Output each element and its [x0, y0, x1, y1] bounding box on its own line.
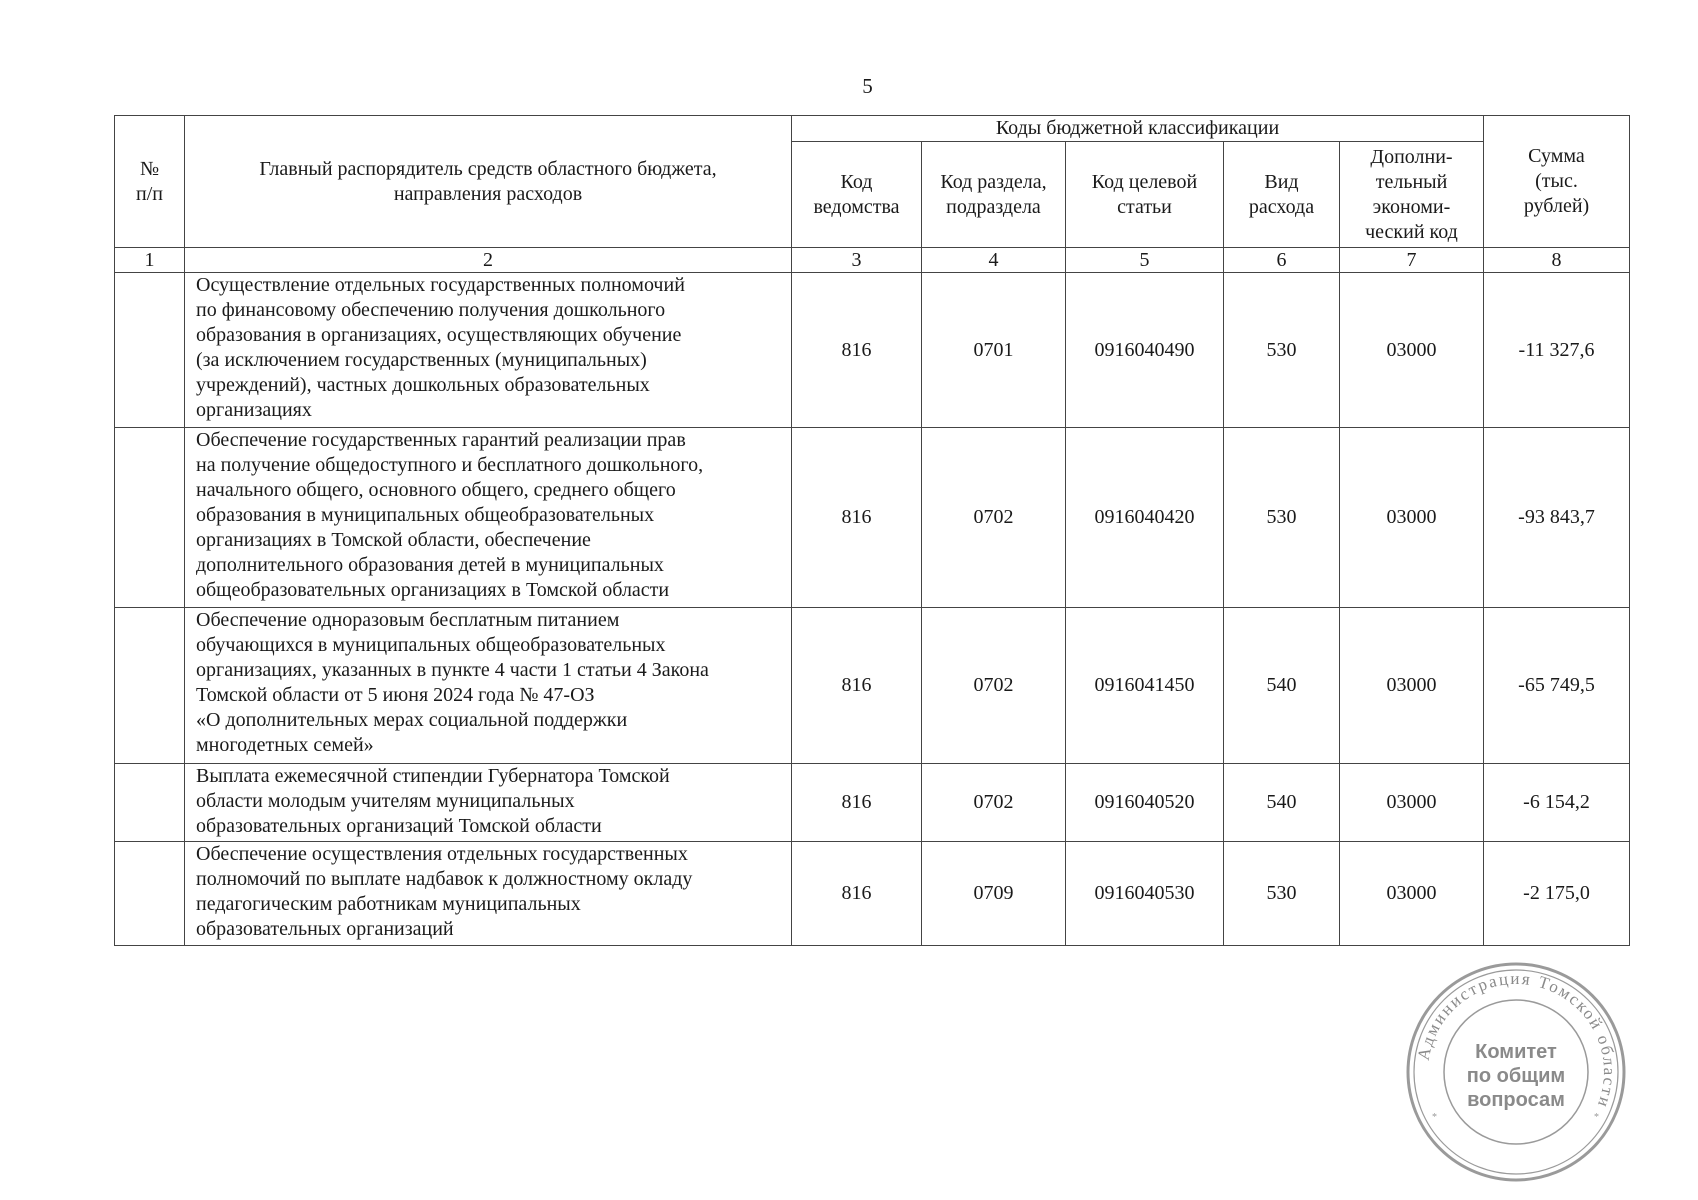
col-number: 2: [185, 248, 792, 273]
seal-star-right: *: [1594, 1112, 1599, 1123]
cell-sum: -93 843,7: [1484, 428, 1630, 608]
cell-expense-type: 540: [1224, 608, 1340, 764]
cell-expense-type: 540: [1224, 764, 1340, 842]
table-row: [115, 428, 1630, 608]
cell-section-code: 0701: [922, 273, 1066, 428]
col-number: 5: [1066, 248, 1224, 273]
header-description: Главный распорядитель средств областного бюджета, направления расходов: [185, 116, 792, 248]
header-section-code: Код раздела, подраздела: [922, 142, 1066, 248]
cell-target-code: 0916040530: [1066, 842, 1224, 946]
col-number: 6: [1224, 248, 1340, 273]
cell-target-code: 0916041450: [1066, 608, 1224, 764]
table-row: [115, 608, 1630, 764]
cell-extra-code: 03000: [1340, 428, 1484, 608]
cell-dept-code: 816: [792, 608, 922, 764]
cell-section-code: 0709: [922, 842, 1066, 946]
col-number: 4: [922, 248, 1066, 273]
seal-stamp: [1404, 960, 1628, 1184]
cell-dept-code: 816: [792, 764, 922, 842]
official-seal: [1404, 960, 1628, 1184]
header-target-code: Код целевой статьи: [1066, 142, 1224, 248]
header-num: № п/п: [115, 116, 185, 248]
cell-section-code: 0702: [922, 428, 1066, 608]
cell-section-code: 0702: [922, 608, 1066, 764]
seal-line-1: Комитет: [1475, 1041, 1557, 1063]
cell-extra-code: 03000: [1340, 608, 1484, 764]
cell-num: [115, 273, 185, 428]
cell-expense-type: 530: [1224, 842, 1340, 946]
col-number: 7: [1340, 248, 1484, 273]
cell-target-code: 0916040520: [1066, 764, 1224, 842]
cell-dept-code: 816: [792, 842, 922, 946]
cell-extra-code: 03000: [1340, 764, 1484, 842]
cell-extra-code: 03000: [1340, 273, 1484, 428]
cell-sum: -11 327,6: [1484, 273, 1630, 428]
cell-sum: -6 154,2: [1484, 764, 1630, 842]
cell-description: Обеспечение одноразовым бесплатным питанием обучающихся в муниципальных общеобразовательных организациях, указанных в пункте 4 части 1 статьи 4 Закона Томской области от 5 июня 2024 года № 47-ОЗ «О дополнительных мерах социальной поддержки многодетных семей»: [185, 608, 792, 764]
page-number: 5: [862, 74, 873, 98]
cell-extra-code: 03000: [1340, 842, 1484, 946]
seal-line-2: по общим: [1466, 1065, 1566, 1087]
header-codes-group: Коды бюджетной классификации: [792, 116, 1484, 142]
cell-target-code: 0916040420: [1066, 428, 1224, 608]
table-row: [115, 764, 1630, 842]
col-number: 1: [115, 248, 185, 273]
cell-sum: -65 749,5: [1484, 608, 1630, 764]
header-sum: Сумма (тыс. рублей): [1484, 116, 1630, 248]
col-number: 3: [792, 248, 922, 273]
header-expense-type: Вид расхода: [1224, 142, 1340, 248]
cell-description: Обеспечение осуществления отдельных государственных полномочий по выплате надбавок к должностному окладу педагогическим работникам муниципальных образовательных организаций: [185, 842, 792, 946]
header-extra-code: Дополни- тельный экономи- ческий код: [1340, 142, 1484, 248]
seal-star-left: *: [1432, 1112, 1437, 1123]
seal-outer-text: Администрация Томской области: [1413, 968, 1620, 1112]
cell-target-code: 0916040490: [1066, 273, 1224, 428]
seal-line-3: вопросам: [1467, 1089, 1565, 1111]
cell-dept-code: 816: [792, 273, 922, 428]
table-row: [115, 842, 1630, 946]
cell-sum: -2 175,0: [1484, 842, 1630, 946]
cell-num: [115, 608, 185, 764]
cell-num: [115, 764, 185, 842]
cell-expense-type: 530: [1224, 273, 1340, 428]
budget-table: [114, 115, 1630, 946]
cell-expense-type: 530: [1224, 428, 1340, 608]
column-numbers-row: [115, 248, 1630, 273]
cell-description: Выплата ежемесячной стипендии Губернатора Томской области молодым учителям муниципальных образовательных организаций Томской области: [185, 764, 792, 842]
header-dept-code: Код ведомства: [792, 142, 922, 248]
col-number: 8: [1484, 248, 1630, 273]
cell-description: Обеспечение государственных гарантий реализации прав на получение общедоступного и бесплатного дошкольного, начального общего, основного общего, среднего общего образования в муниципальных общеобразовательных организациях в Томской области, обеспечение дополнительного образования детей в муниципальных общеобразовательных организациях в Томской области: [185, 428, 792, 608]
cell-description: Осуществление отдельных государственных полномочий по финансовому обеспечению получения дошкольного образования в организациях, осуществляющих обучение (за исключением государственных (муниципальных) учреждений), частных дошкольных образовательных организациях: [185, 273, 792, 428]
cell-num: [115, 842, 185, 946]
cell-dept-code: 816: [792, 428, 922, 608]
table-row: [115, 273, 1630, 428]
cell-section-code: 0702: [922, 764, 1066, 842]
cell-num: [115, 428, 185, 608]
